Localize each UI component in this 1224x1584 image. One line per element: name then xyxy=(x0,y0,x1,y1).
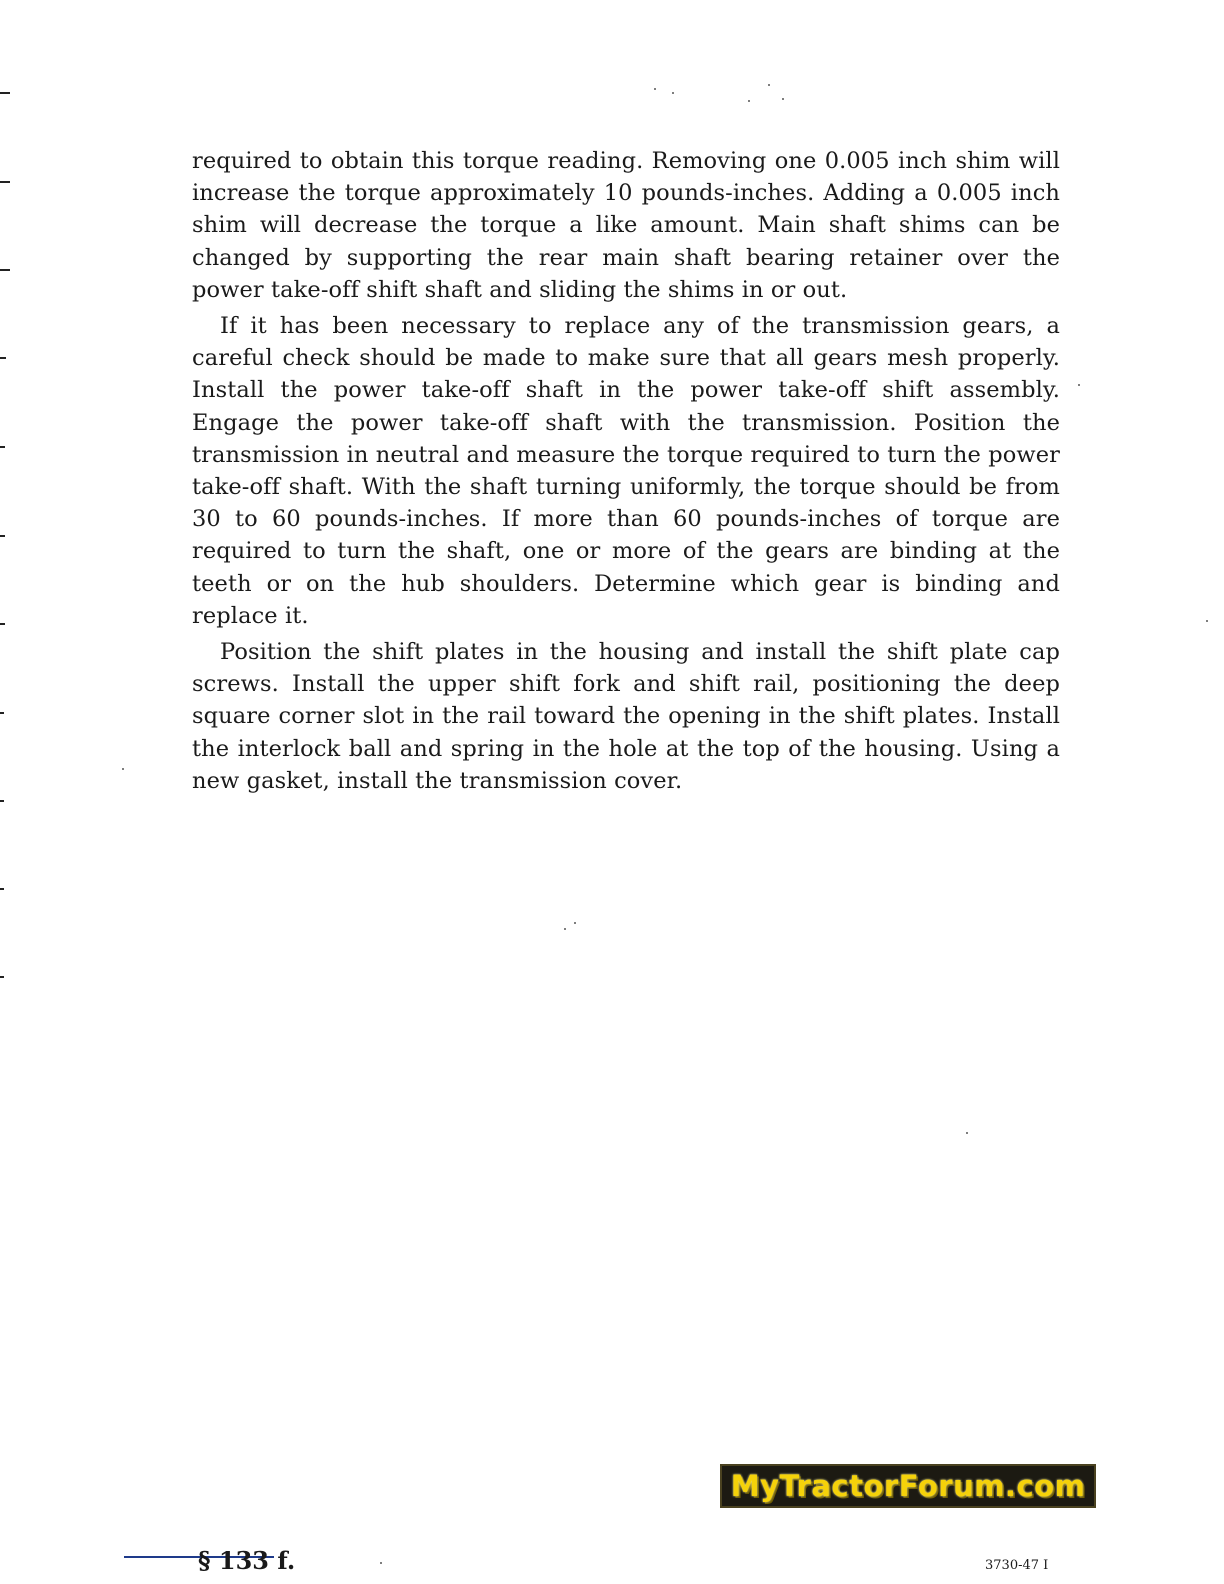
watermark-logo xyxy=(720,1464,1096,1508)
paragraph: If it has been necessary to replace any of the transmission gears, a careful check should be made to make sure that all gears mesh properly. Install the power take-off shaft in the power take-off shift assembly. Engage the power take-off shaft with the transmission. Position the transmission in neutral and measure the torque required to turn the power take-off shaft. With the shaft turning uniformly, the torque should be from 30 to 60 pounds-inches. If more than 60 pounds-inches of torque are required to turn the shaft, one or more of the gears are binding at the teeth or on the hub shoulders. Determine which gear is binding and replace it. xyxy=(192,313,1060,629)
scan-mark xyxy=(0,800,4,802)
scan-mark xyxy=(0,92,10,94)
scan-speck xyxy=(1206,620,1208,622)
scan-mark xyxy=(0,446,5,448)
scan-mark xyxy=(0,269,10,271)
watermark-text: MyTractorForum.com xyxy=(730,1469,1086,1503)
scan-mark xyxy=(0,888,4,890)
scan-speck xyxy=(748,100,750,102)
scan-mark xyxy=(0,181,10,183)
scan-speck xyxy=(672,92,674,94)
paragraph: Position the shift plates in the housing and install the shift plate cap screws. Install the upper shift fork and shift rail, positioning the deep square corner slot in the rail toward the opening in the shift plates. Install the interlock ball and spring in the hole at the top of the housing. Using a new gasket, install the transmission cover. xyxy=(192,639,1060,794)
scan-speck xyxy=(654,88,656,90)
document-code: 3730-47 I xyxy=(985,1558,1049,1573)
body-text xyxy=(192,145,1060,801)
scan-speck xyxy=(380,1562,382,1564)
scan-mark xyxy=(0,357,6,359)
scan-mark xyxy=(0,623,5,625)
scan-speck xyxy=(768,84,770,86)
scan-speck xyxy=(966,1132,968,1134)
scan-mark xyxy=(0,712,4,714)
scan-speck xyxy=(1078,384,1080,386)
section-reference: § 133 f. xyxy=(198,1546,296,1575)
scan-mark xyxy=(0,976,4,978)
scan-mark xyxy=(0,535,5,537)
scan-speck xyxy=(564,928,566,930)
scan-speck xyxy=(122,768,124,770)
paragraph: required to obtain this torque reading. Removing one 0.005 inch shim will increase the torque approximately 10 pounds-inches. Adding a 0.005 inch shim will decrease the torque a like amount. Main shaft shims can be changed by supporting the rear main shaft bearing retainer over the power take-off shift shaft and sliding the shims in or out. xyxy=(192,148,1060,303)
scan-speck xyxy=(782,98,784,100)
scan-speck xyxy=(574,922,576,924)
